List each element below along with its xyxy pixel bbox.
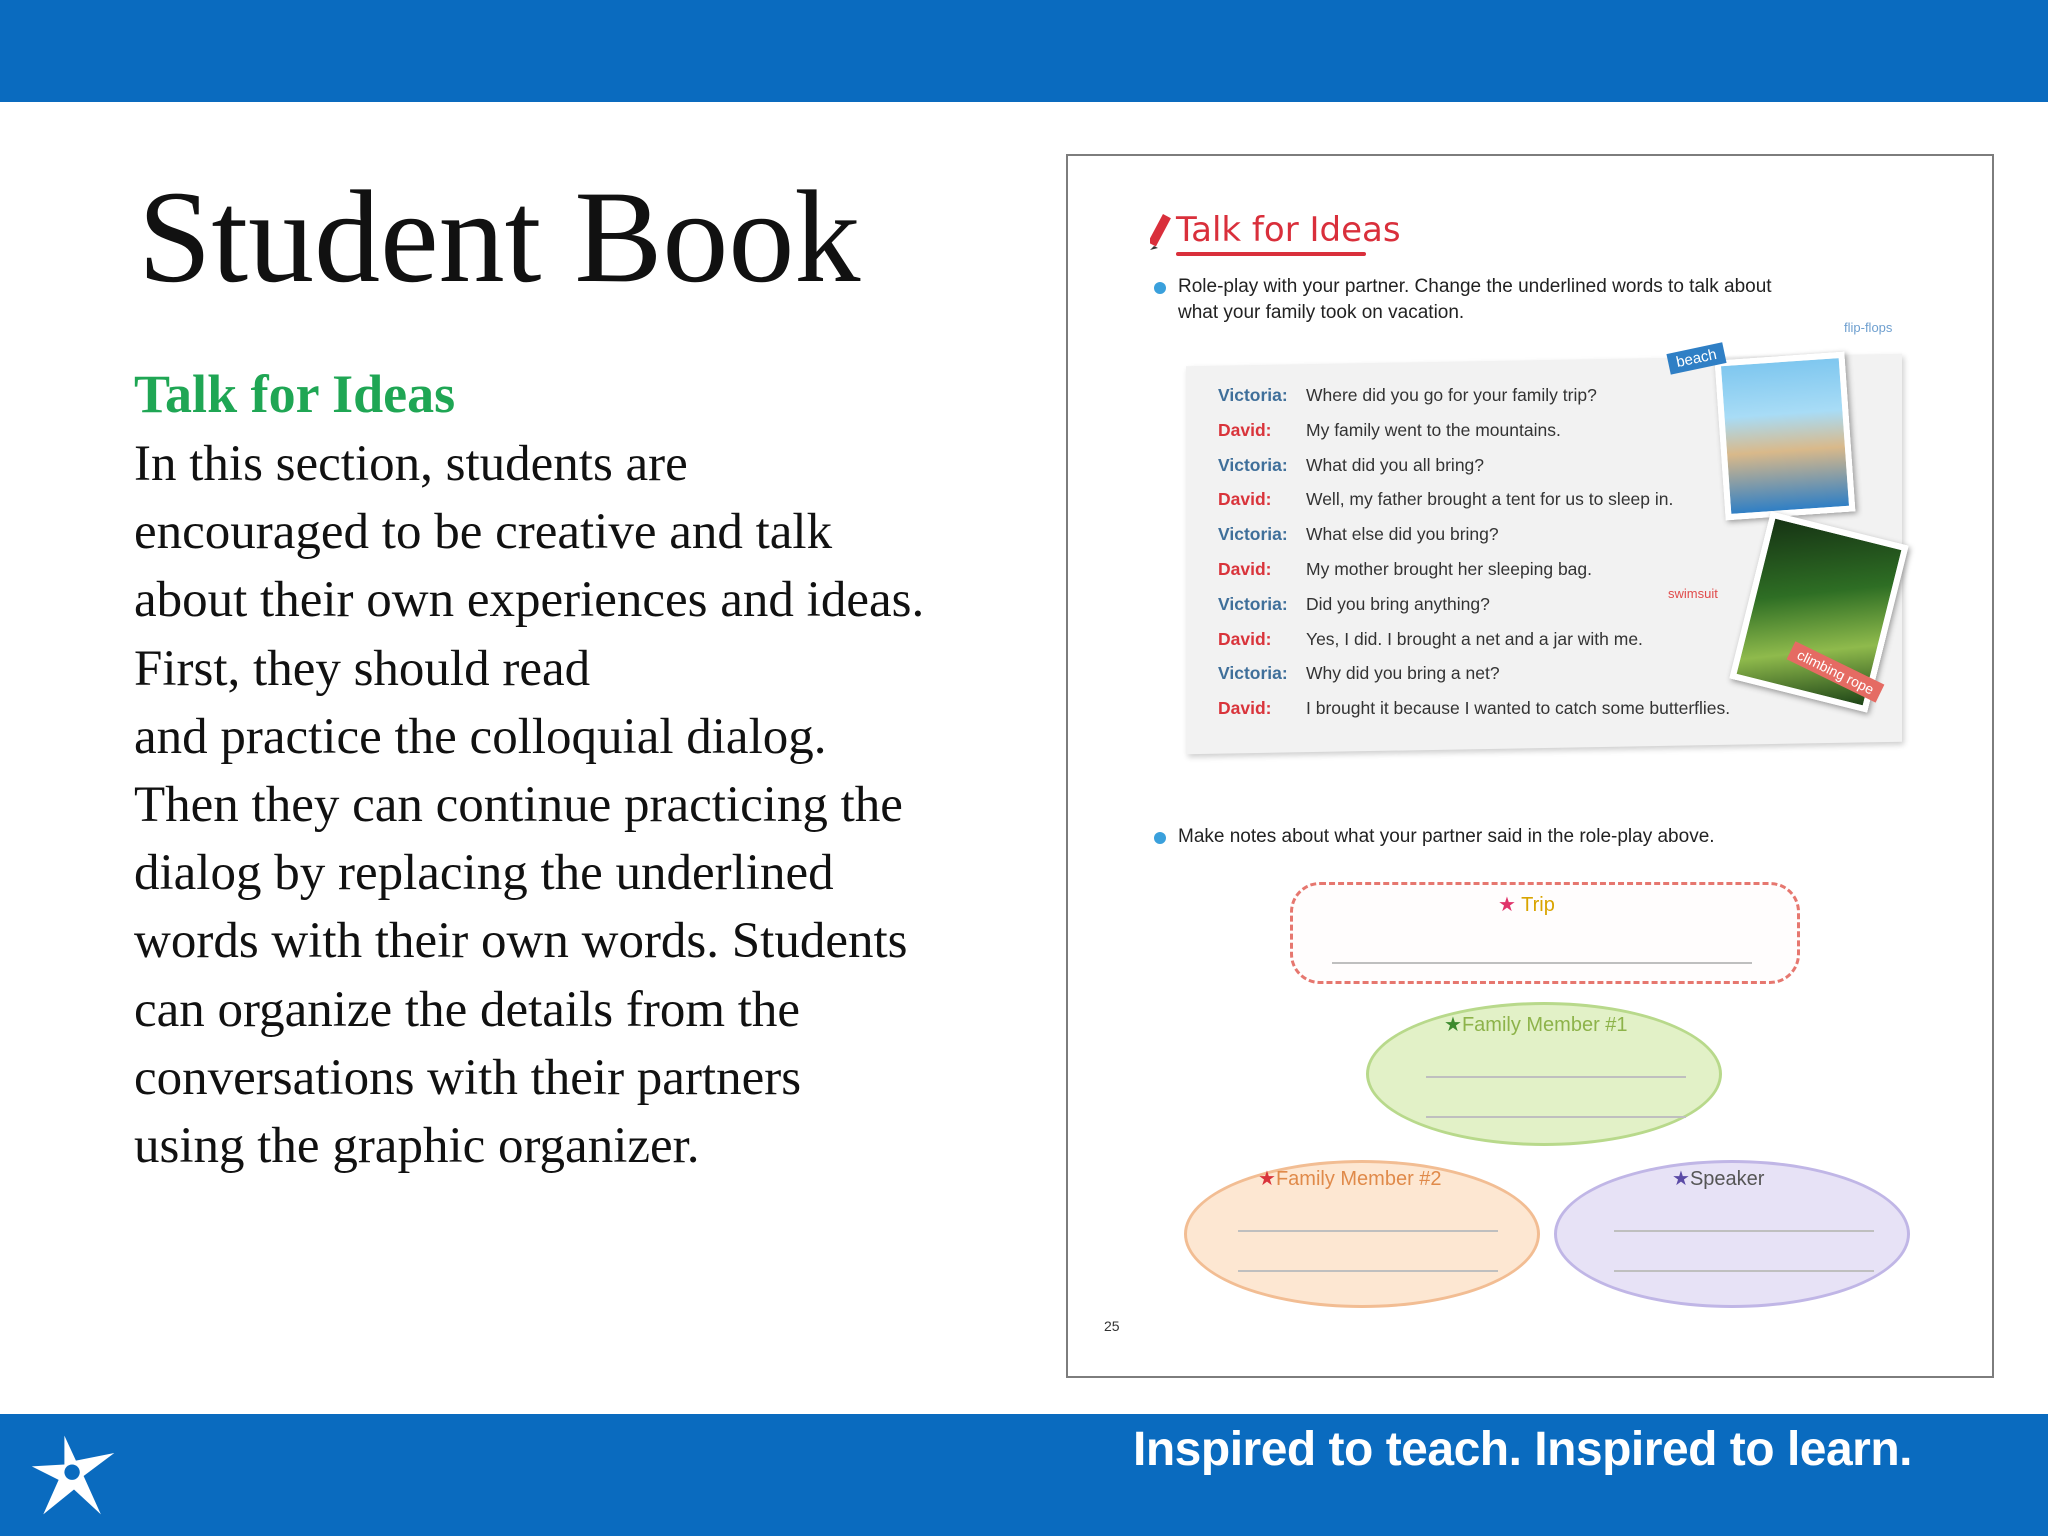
instruction-bullet [1154, 832, 1166, 844]
body-line: encouraged to be creative and talk [134, 504, 833, 561]
speaker-label [1672, 1166, 1764, 1191]
speaker-name: Victoria: [1218, 524, 1288, 545]
pencil-icon [1150, 212, 1172, 250]
flip-flops-note: flip-flops [1844, 320, 1893, 335]
star-icon: ★ [1258, 1168, 1276, 1190]
speaker-name: Victoria: [1218, 663, 1288, 684]
dialog-text: Well, my father brought a tent for us to sleep in. [1306, 489, 1674, 510]
speaker-name: David: [1218, 489, 1272, 510]
body-line: In this section, students are [134, 436, 688, 492]
body-line: First, they should read [134, 640, 591, 697]
speaker-name: David: [1218, 419, 1272, 440]
body-line: words with their own words. Students [134, 913, 908, 970]
dialog-text: Yes, I did. I brought a net and a jar with me. [1306, 628, 1643, 649]
top-banner [0, 0, 2048, 102]
family-member-1-label [1444, 1012, 1628, 1037]
page-number: 25 [1104, 1318, 1120, 1334]
answer-line [1238, 1230, 1498, 1232]
starfish-logo-icon [26, 1428, 122, 1524]
student-book-page-image [1066, 154, 1994, 1378]
instruction-2: Make notes about what your partner said in the role-play above. [1178, 826, 1715, 847]
answer-line [1614, 1270, 1874, 1272]
speaker-name: Victoria: [1218, 385, 1288, 405]
speaker-text: Speaker [1689, 1168, 1765, 1190]
answer-line [1426, 1076, 1686, 1078]
answer-line [1426, 1116, 1686, 1118]
instruction-bullet [1154, 282, 1166, 294]
body-text [134, 430, 1054, 1180]
body-line: can organize the details from the [134, 981, 801, 1038]
footer-tagline: Inspired to teach. Inspired to learn. [1133, 1423, 1912, 1476]
body-line: and practice the colloquial dialog. [134, 708, 827, 765]
speaker-name: David: [1218, 558, 1272, 579]
dialog-line [1218, 552, 1688, 587]
speaker-name: David: [1218, 698, 1272, 719]
family-member-1-text: Family Member #1 [1461, 1014, 1628, 1036]
dialog-text: I brought it because I wanted to catch some butterflies. [1306, 698, 1731, 719]
book-section-title: Talk for Ideas [1176, 210, 1401, 250]
trip-label-text: Trip [1521, 894, 1555, 916]
dialog-text: Why did you bring a net? [1306, 663, 1500, 684]
slide-title: Student Book [138, 163, 861, 310]
dialog-line [1218, 622, 1688, 657]
body-line: conversations with their partners [134, 1049, 802, 1106]
body-line: dialog by replacing the underlined [134, 845, 834, 902]
dialog-text: What else did you bring? [1306, 524, 1499, 545]
instruction-1-line-1: Role-play with your partner. Change the underlined words to talk about [1178, 276, 1772, 297]
trip-answer-line [1332, 962, 1752, 964]
book-title-underline [1176, 252, 1366, 256]
body-line: using the graphic organizer. [134, 1118, 700, 1175]
answer-line [1238, 1270, 1498, 1272]
answer-line [1614, 1230, 1874, 1232]
body-line: Then they can continue practicing the [134, 777, 903, 834]
dialog-text: My mother brought her sleeping bag. [1306, 558, 1592, 579]
beach-photo [1715, 352, 1856, 521]
star-icon: ★ [1498, 894, 1516, 916]
dialog-line [1218, 691, 1731, 726]
dialog-line [1218, 517, 1688, 552]
dialog-line [1218, 482, 1688, 517]
speaker-name: David: [1218, 628, 1272, 649]
beach-tag: beach [1666, 342, 1726, 374]
dialog-text: Where did you go for your family trip? [1306, 385, 1597, 405]
star-icon: ★ [1444, 1014, 1462, 1036]
speaker-name: Victoria: [1218, 593, 1288, 614]
dialog-text: Did you bring anything? [1306, 593, 1490, 614]
climbing-tag: climbing rope [1787, 641, 1885, 702]
body-line: about their own experiences and ideas. [134, 572, 925, 629]
swimsuit-note: swimsuit [1668, 586, 1718, 601]
speaker-name: Victoria: [1218, 454, 1288, 475]
instruction-1-line-2: what your family took on vacation. [1178, 302, 1465, 323]
dialog-text: What did you all bring? [1306, 454, 1485, 475]
dialog-line [1218, 656, 1688, 691]
dialog-line [1218, 413, 1688, 448]
family-member-2-text: Family Member #2 [1275, 1168, 1442, 1190]
dialog-line [1218, 378, 1688, 413]
dialog-line [1218, 448, 1688, 483]
dialog-text: My family went to the mountains. [1306, 419, 1561, 440]
section-heading: Talk for Ideas [134, 364, 456, 424]
trip-label [1498, 892, 1555, 917]
family-member-2-label [1258, 1166, 1442, 1191]
star-icon: ★ [1672, 1168, 1690, 1190]
dialog-line [1218, 587, 1688, 622]
